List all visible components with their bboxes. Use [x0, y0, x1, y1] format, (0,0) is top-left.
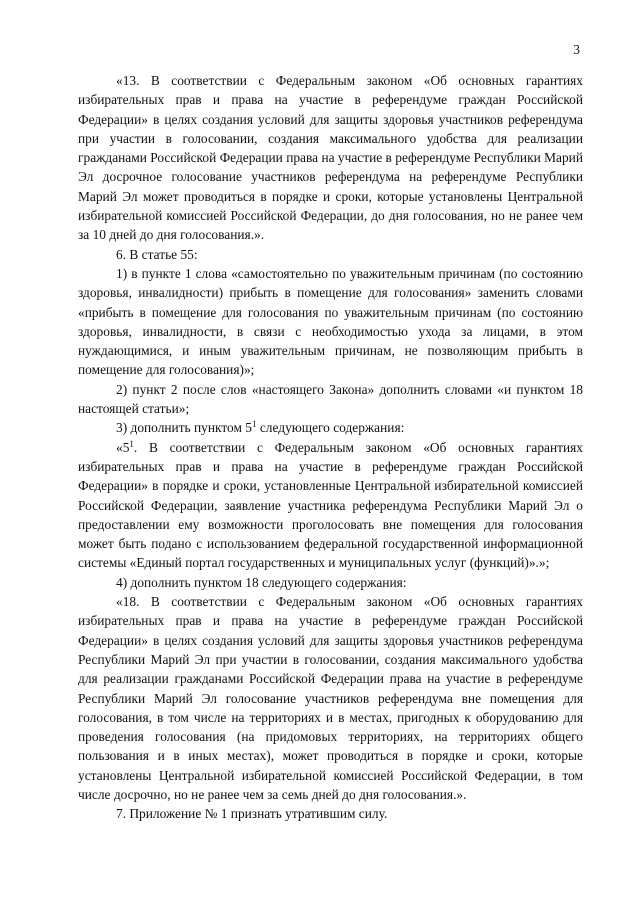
superscript: 1	[252, 419, 257, 430]
paragraph-item-1: 1) в пункте 1 слова «самостоятельно по уважительным причинам (по состоянию здоровья, инвалидности) прибыть в помещение для голосования» заменить словами «прибыть в помещение для голосования по уважительным причинам (по состоянию здоровья, инвалидности, в связи с необходимостью ухода за лицами, в этом нуждающимися, и иным уважительным причинам, не позволяющим прибыть в помещение для голосования)»;	[78, 265, 583, 378]
paragraph-item-3	[78, 418, 583, 437]
paragraph-13-amendment: «13. В соответствии с Федеральным законом «Об основных гарантиях избирательных прав и права на участие в референдуме граждан Российской Федерации» в целях создания условий для защиты здоровья участников референдума при участии в голосовании, создания максимального удобства для реализации гражданами Российской Федерации права на участие в референдуме Республики Марий Эл досрочное голосование участников референдума на референдуме Республики Марий Эл может проводиться в порядке и сроки, которые установлены Центральной избирательной комиссией Российской Федерации, до дня голосования, но не ранее чем за 10 дней до дня голосования.».	[78, 73, 583, 243]
paragraph-article-55-heading: 6. В статье 55:	[116, 246, 198, 262]
text-fragment: 3) дополнить пунктом 5	[116, 420, 253, 436]
paragraph-item-4: 4) дополнить пунктом 18 следующего содержания:	[116, 574, 407, 590]
text-fragment: следующего содержания:	[256, 420, 405, 436]
paragraph-5-1-amendment	[78, 438, 583, 573]
text-fragment: «5	[116, 439, 130, 455]
page-number: 3	[573, 42, 580, 57]
paragraph-7-annex: 7. Приложение № 1 признать утратившим силу.	[116, 806, 388, 822]
paragraph-item-2: 2) пункт 2 после слов «настоящего Закона» дополнить словами «и пунктом 18 настоящей статьи»;	[78, 381, 583, 417]
superscript: 1	[129, 438, 134, 449]
document-body	[78, 71, 583, 824]
text-fragment: . В соответствии с Федеральным законом «Об основных гарантиях избирательных прав и права на участие в референдуме граждан Российской Федерации» в порядке и сроки, установленные Центральной избирательной комиссией Российской Федерации, заявление участника референдума Республики Марий Эл о предоставлении ему возможности проголосовать вне помещения для голосования может быть подано с использованием федеральной государственной информационной системы «Единый портал государственных и муниципальных услуг (функций)».»;	[78, 439, 583, 571]
paragraph-18-amendment: «18. В соответствии с Федеральным законом «Об основных гарантиях избирательных прав и права на участие в референдуме граждан Российской Федерации» в целях создания условий для защиты здоровья участников референдума Республики Марий Эл при участии в голосовании, создания максимального удобства для реализации гражданами Российской Федерации права на участие в референдуме Республики Марий Эл голосование участников референдума вне помещения для голосования, в том числе на территориях и в местах, пригодных к оборудованию для проведения голосования (на придомовых территориях, на территориях общего пользования и в иных местах), может проводиться в порядке и сроки, которые установлены Центральной избирательной комиссией Российской Федерации, в том числе досрочно, но не ранее чем за семь дней до дня голосования.».	[78, 594, 583, 802]
